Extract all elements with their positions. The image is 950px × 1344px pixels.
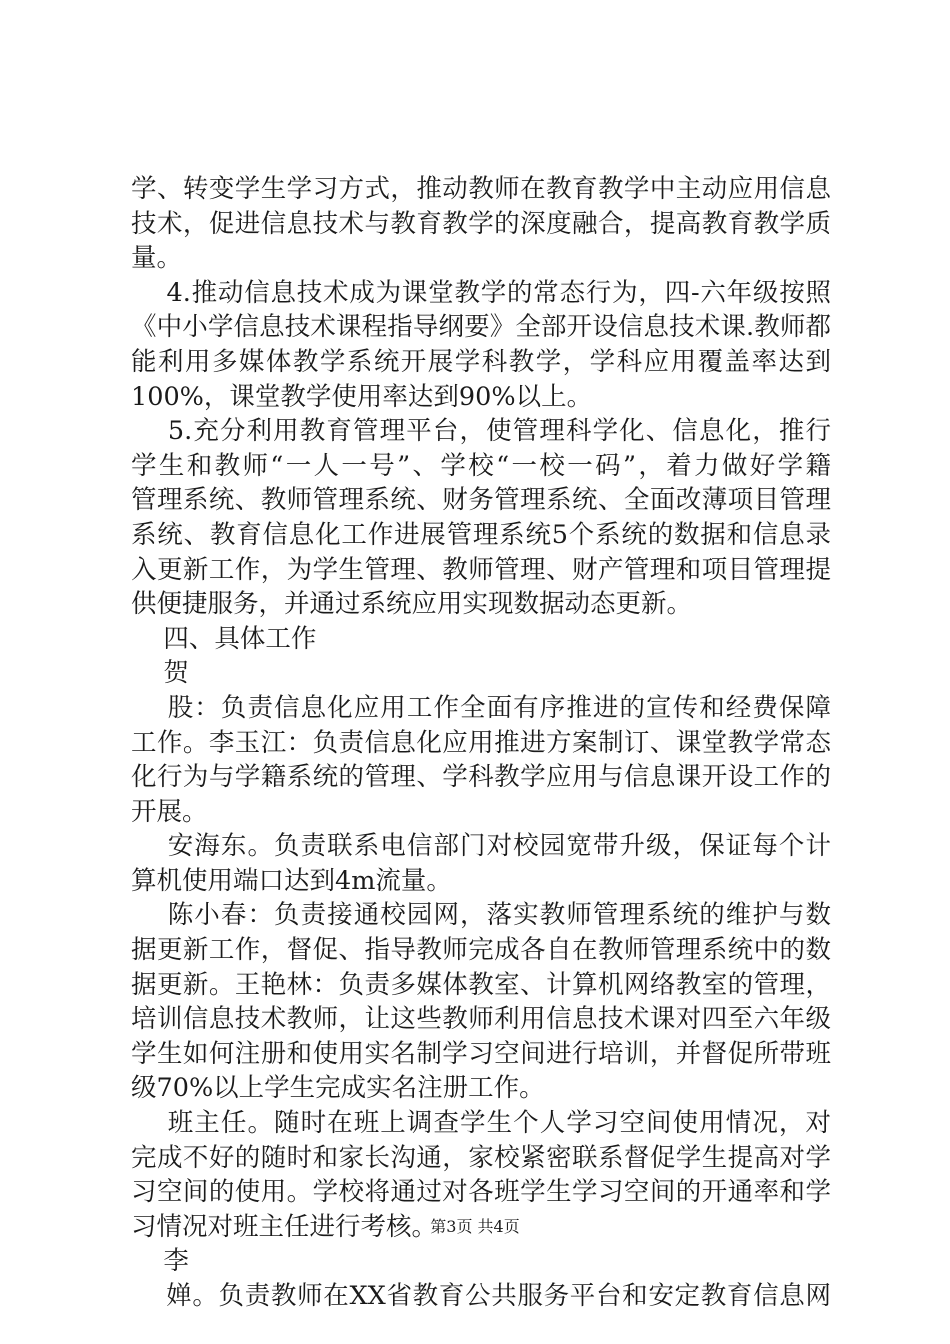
text-line: 安海东。负责联系电信部门对校园宽带升级，保证每个计 [131, 831, 831, 862]
text-line: 贺 [131, 658, 189, 689]
text-line: 习空间的使用。学校将通过对各班学生学习空间的开通率和学 [131, 1177, 831, 1208]
text-line: 班主任。随时在班上调查学生个人学习空间使用情况，对 [131, 1108, 831, 1139]
text-line: 学、转变学生学习方式，推动教师在教育教学中主动应用信息 [131, 174, 831, 204]
text-line: 能利用多媒体教学系统开展学科教学，学科应用覆盖率达到 [131, 346, 831, 377]
text-line: 4.推动信息技术成为课堂教学的常态行为，四-六年级按照 [131, 277, 831, 308]
text-line: 化行为与学籍系统的管理、学科教学应用与信息课开设工作的 [131, 762, 831, 793]
text-line: 学生如何注册和使用实名制学习空间进行培训，并督促所带班 [131, 1038, 831, 1069]
text-line: 5.充分利用教育管理平台，使管理科学化、信息化，推行 [131, 416, 831, 447]
text-line: 陈小春：负责接通校园网，落实教师管理系统的维护与数 [131, 900, 831, 931]
text-line: 算机使用端口达到4m流量。 [131, 865, 452, 896]
document-body [131, 172, 831, 1314]
text-line: 系统、教育信息化工作进展管理系统5个系统的数据和信息录 [131, 519, 831, 550]
text-line: 习情况对班主任进行考核。 [131, 1211, 438, 1242]
text-line: 股：负责信息化应用工作全面有序推进的宣传和经费保障 [131, 692, 831, 723]
text-line: 入更新工作，为学生管理、教师管理、财产管理和项目管理提 [131, 554, 831, 585]
text-line: 据更新工作，督促、指导教师完成各自在教师管理系统中的数 [131, 935, 831, 966]
text-line: 供便捷服务，并通过系统应用实现数据动态更新。 [131, 589, 693, 620]
text-line: 级70%以上学生完成实名注册工作。 [131, 1073, 545, 1104]
text-line: 培训信息技术教师，让这些教师利用信息技术课对四至六年级 [131, 1004, 831, 1035]
text-line: 《中小学信息技术课程指导纲要》全部开设信息技术课.教师都 [131, 312, 831, 343]
text-line: 开展。 [131, 796, 208, 827]
text-line: 技术，促进信息技术与教育教学的深度融合，提高教育教学质 [131, 208, 831, 239]
text-line: 李 [131, 1246, 189, 1277]
text-line: 100%，课堂教学使用率达到90%以上。 [131, 381, 593, 412]
text-line: 管理系统、教师管理系统、财务管理系统、全面改薄项目管理 [131, 485, 831, 516]
text-line: 工作。李玉江：负责信息化应用推进方案制订、课堂教学常态 [131, 727, 831, 758]
text-line: 四、具体工作 [131, 623, 317, 654]
text-line: 完成不好的随时和家长沟通，家校紧密联系督促学生提高对学 [131, 1142, 831, 1173]
text-line: 量。 [131, 243, 183, 274]
page-footer: 第3页 共4页 [430, 1217, 520, 1236]
text-line: 婵。负责教师在XX省教育公共服务平台和安定教育信息网 [131, 1281, 831, 1311]
text-line: 学生和教师“一人一号”、学校“一校一码”，着力做好学籍 [131, 450, 831, 481]
text-line: 据更新。王艳林：负责多媒体教室、计算机网络教室的管理， [131, 969, 831, 1000]
